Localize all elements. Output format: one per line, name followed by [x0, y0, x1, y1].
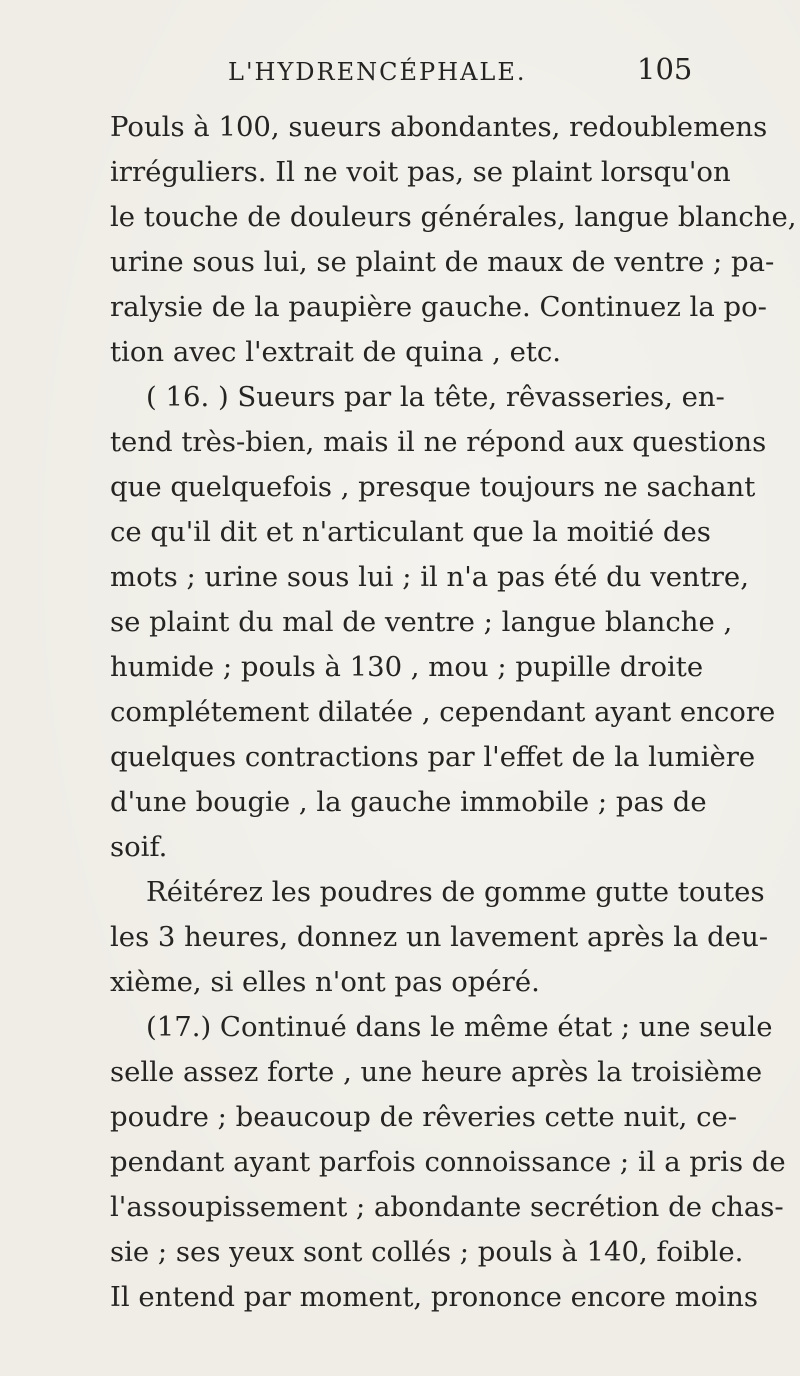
- text-line: Réitérez les poudres de gomme gutte toutes: [146, 876, 765, 908]
- text-line: humide ; pouls à 130 , mou ; pupille droite: [110, 651, 704, 683]
- text-line: mots ; urine sous lui ; il n'a pas été du ventre,: [110, 561, 749, 593]
- text-line: (17.) Continué dans le même état ; une seule: [146, 1011, 773, 1043]
- text-line: Il entend par moment, prononce encore moins: [110, 1281, 758, 1313]
- text-line: urine sous lui, se plaint de maux de ventre ; pa-: [110, 246, 775, 278]
- running-head: [0, 52, 800, 98]
- text-line: sie ; ses yeux sont collés ; pouls à 140, foible.: [110, 1236, 744, 1268]
- text-line: ( 16. ) Sueurs par la tête, rêvasseries, en-: [146, 381, 725, 413]
- text-line: xième, si elles n'ont pas opéré.: [110, 966, 540, 998]
- text-line: ce qu'il dit et n'articulant que la moitié des: [110, 516, 711, 548]
- text-line: tend très-bien, mais il ne répond aux questions: [110, 426, 767, 458]
- text-line: selle assez forte , une heure après la troisième: [110, 1056, 763, 1088]
- text-line: les 3 heures, donnez un lavement après la deu-: [110, 921, 769, 953]
- text-line: ralysie de la paupière gauche. Continuez la po-: [110, 291, 767, 323]
- page-number: 105: [637, 52, 693, 86]
- text-line: quelques contractions par l'effet de la lumière: [110, 741, 756, 773]
- text-line: complétement dilatée , cependant ayant encore: [110, 696, 776, 728]
- text-line: soif.: [110, 831, 168, 863]
- text-line: l'assoupissement ; abondante secrétion de chas-: [110, 1191, 784, 1223]
- text-line: irréguliers. Il ne voit pas, se plaint lorsqu'on: [110, 156, 731, 188]
- running-title: L'HYDRENCÉPHALE.: [228, 58, 527, 86]
- text-line: Pouls à 100, sueurs abondantes, redoublemens: [110, 111, 768, 143]
- text-line: d'une bougie , la gauche immobile ; pas de: [110, 786, 707, 818]
- text-line: que quelquefois , presque toujours ne sachant: [110, 471, 756, 503]
- text-line: le touche de douleurs générales, langue blanche,: [110, 201, 797, 233]
- text-line: poudre ; beaucoup de rêveries cette nuit, ce-: [110, 1101, 738, 1133]
- text-line: tion avec l'extrait de quina , etc.: [110, 336, 562, 368]
- text-line: pendant ayant parfois connoissance ; il a pris de: [110, 1146, 786, 1178]
- text-line: se plaint du mal de ventre ; langue blanche ,: [110, 606, 733, 638]
